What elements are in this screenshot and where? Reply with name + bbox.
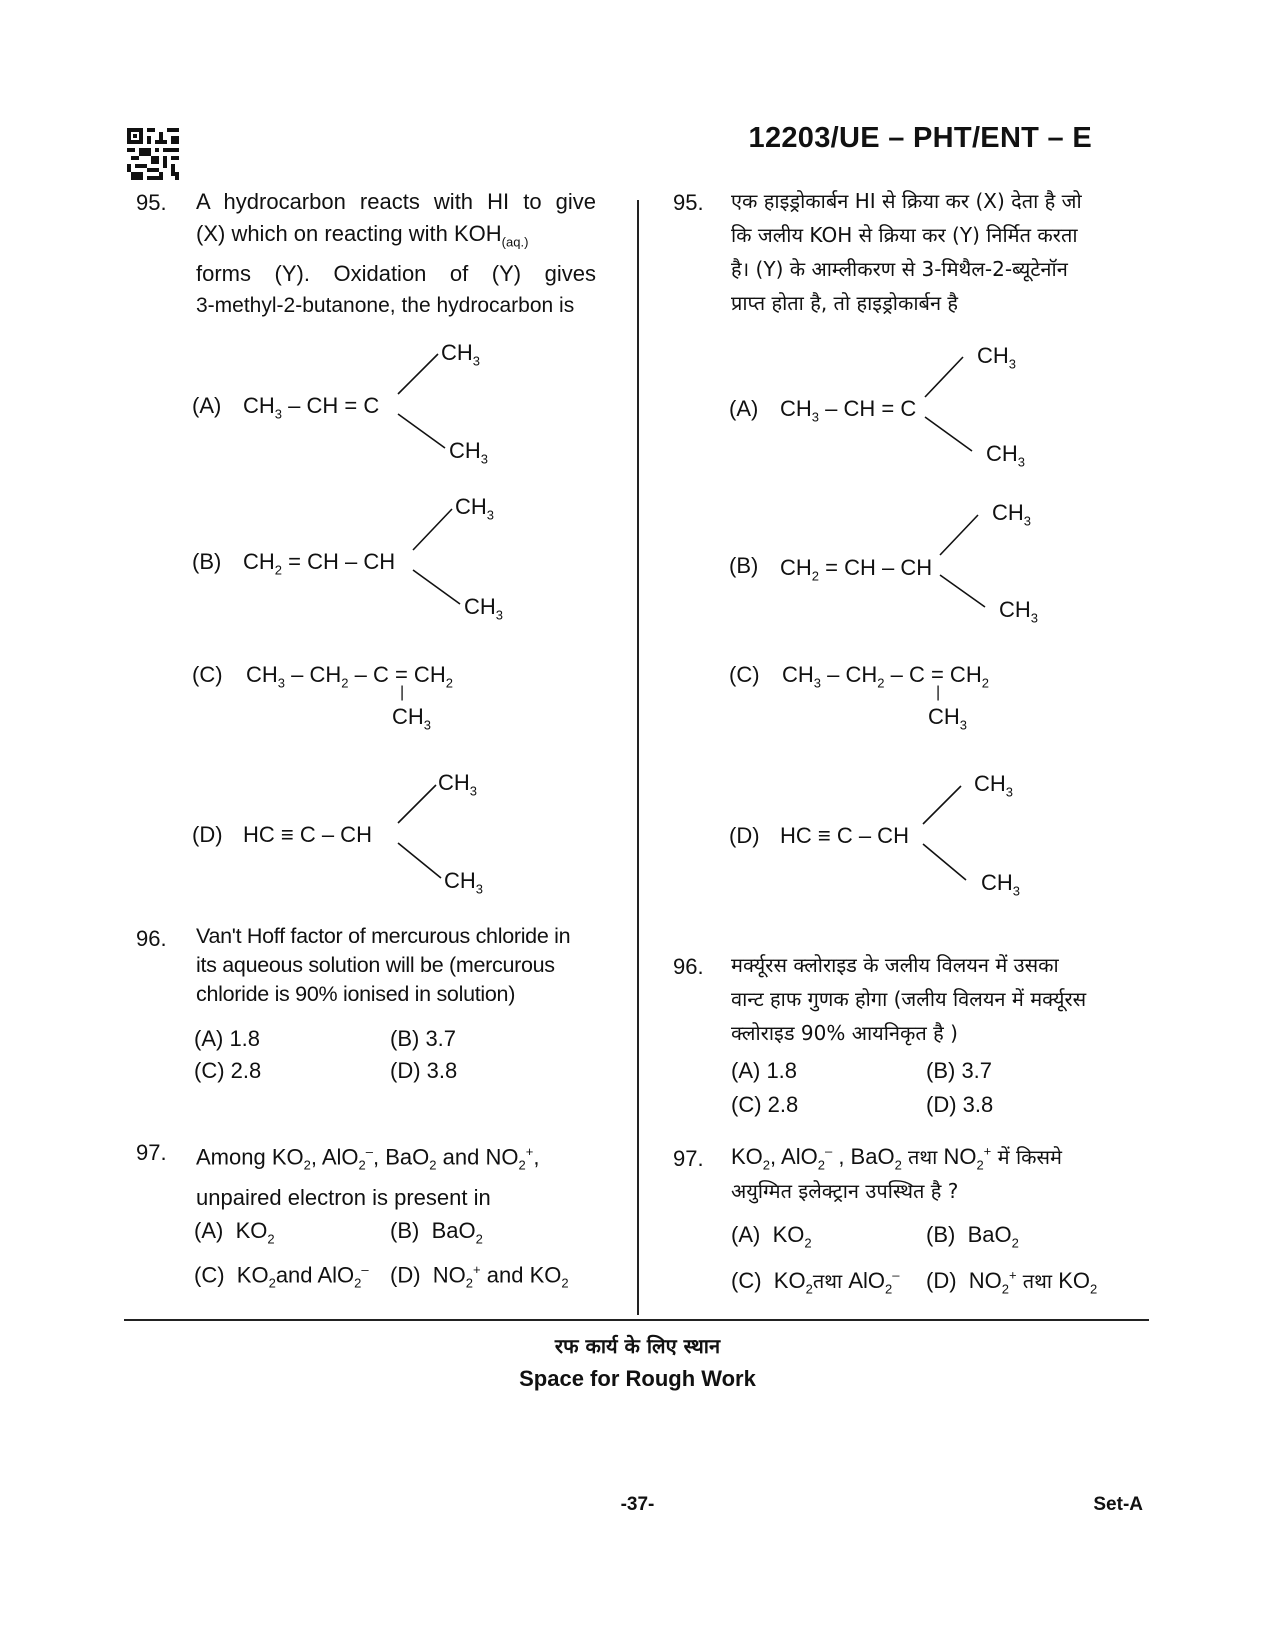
- question-97-text-en: Among $KO_2$, AlO$_2$–, BaO$_2$ and $NO_2^+$, unpaired electron is present in: [196, 1144, 540, 1210]
- rough-work-heading-hi: रफ कार्य के लिए स्थान: [554, 1334, 721, 1358]
- branch-ch3: $CH_3$: [928, 704, 968, 733]
- question-number: 96.: [673, 954, 704, 979]
- question-97-text-hi: $KO_2$, AlO$_2$– , BaO$_2$ तथा $NO_2^+$ में किसमे अयुग्मित इलेक्ट्रान उपस्थित है ?: [731, 1143, 1062, 1203]
- option-d: (D) 3.8: [926, 1092, 994, 1117]
- branch-ch3: $CH_3$: [981, 870, 1021, 899]
- option-b: (B) BaO$_2$: [390, 1218, 483, 1247]
- option-b-molecule: $CH_2$ = CH – CH: [243, 549, 396, 578]
- paper-code: 12203/UE – PHT/ENT – E: [748, 122, 1092, 154]
- option-c: (C) 2.8: [194, 1058, 262, 1083]
- option-a-molecule: $CH_3$ – CH = C: [243, 393, 380, 422]
- question-number: 97.: [136, 1140, 167, 1165]
- branch-ch3: $CH_3$: [438, 770, 478, 799]
- bond-bar: |: [400, 684, 405, 701]
- option-a-molecule: $CH_3$ – CH = C: [780, 396, 917, 425]
- option-d: (D) 3.8: [390, 1058, 458, 1083]
- question-number: 95.: [673, 190, 704, 215]
- option-b: (B) 3.7: [926, 1058, 993, 1083]
- question-number: 96.: [136, 926, 167, 951]
- branch-ch3: $CH_3$: [449, 438, 489, 467]
- option-c: (C) 2.8: [731, 1092, 799, 1117]
- option-d-molecule: HC ≡ C – CH: [243, 822, 372, 847]
- option-a-label: (A): [192, 393, 222, 418]
- option-d: (D) $NO_2^+$ and $KO_2$: [390, 1262, 569, 1291]
- option-a: (A) $KO_2$: [194, 1218, 275, 1247]
- page-number: -37-: [620, 1494, 655, 1515]
- branch-ch3: $CH_3$: [986, 441, 1026, 470]
- branch-ch3: $CH_3$: [464, 594, 504, 623]
- option-d: (D) $NO_2^+$ तथा $KO_2$: [926, 1267, 1098, 1297]
- option-c: (C) $KO_2तथा$ AlO$_2$–: [731, 1267, 900, 1297]
- question-95-text-en: A hydrocarbon reacts with HI to give (X) which on reacting with $KOH_{(aq.)}$ forms (Y). Oxidation of (Y) gives 3-methyl-2-butanone, the hydrocarbon is: [196, 189, 596, 318]
- option-b-molecule: $CH_2$ = CH – CH: [780, 555, 933, 584]
- option-d-molecule: HC ≡ C – CH: [780, 823, 909, 848]
- option-c-molecule: $CH_3 - CH_2 - C = CH_2$: [246, 662, 453, 691]
- branch-ch3: $CH_3$: [999, 597, 1039, 626]
- option-b: (B) 3.7: [390, 1026, 457, 1051]
- question-95-text-hi: एक हाइड्रोकार्बन HI से क्रिया कर (X) देता है जो कि जलीय KOH से क्रिया कर (Y) निर्मित करता है। (Y) के आम्लीकरण से 3-मिथैल-2-ब्यूटेनॉन प्राप्त होता है, तो हाइड्रोकार्बन है: [731, 189, 1082, 315]
- question-96-text-hi: मर्क्यूरस क्लोराइड के जलीय विलयन में उसका वान्ट हाफ गुणक होगा (जलीय विलयन में मर्क्यूरस क्लोराइड 90% आयनिकृत है ): [731, 953, 1087, 1045]
- question-number: 97.: [673, 1146, 704, 1171]
- option-c-label: (C): [192, 662, 223, 687]
- option-d-label: (D): [729, 823, 760, 848]
- rough-work-heading-en: Space for Rough Work: [519, 1366, 756, 1391]
- option-c: (C) $KO_2and$ AlO$_2$–: [194, 1262, 369, 1291]
- option-b-label: (B): [192, 549, 222, 574]
- branch-ch3: $CH_3$: [392, 704, 432, 733]
- branch-ch3: $CH_3$: [977, 343, 1017, 372]
- option-d-label: (D): [192, 822, 223, 847]
- question-96-text-en: Van't Hoff factor of mercurous chloride in its aqueous solution will be (mercurous chloride is 90% ionised in solution): [196, 924, 571, 1006]
- option-a: (A) $KO_2$: [731, 1222, 812, 1251]
- option-a: (A) 1.8: [731, 1058, 798, 1083]
- branch-ch3: $CH_3$: [992, 500, 1032, 529]
- question-number: 95.: [136, 190, 167, 215]
- option-c-label: (C): [729, 662, 760, 687]
- branch-ch3: $CH_3$: [444, 868, 484, 897]
- option-c-molecule: $CH_3 - CH_2 - C = CH_2$: [782, 662, 989, 691]
- option-a: (A) 1.8: [194, 1026, 261, 1051]
- branch-ch3: $CH_3$: [974, 771, 1014, 800]
- branch-ch3: $CH_3$: [441, 340, 481, 369]
- set-label: Set-A: [1093, 1494, 1143, 1515]
- bond-bar: |: [936, 684, 941, 701]
- option-a-label: (A): [729, 396, 759, 421]
- option-b: (B) BaO$_2$: [926, 1222, 1019, 1251]
- option-b-label: (B): [729, 553, 759, 578]
- branch-ch3: $CH_3$: [455, 494, 495, 523]
